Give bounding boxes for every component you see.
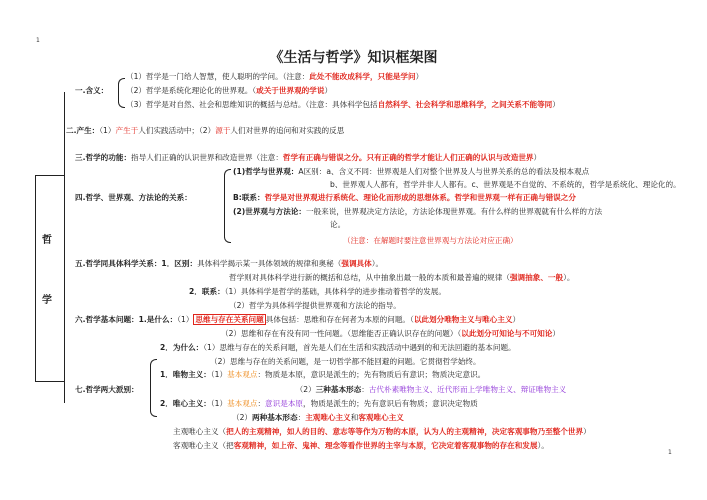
s5-link1: 2．联系：（1）具体科学是哲学的基础，具体科学的进步推动着哲学的发展。 — [189, 287, 446, 296]
s1-line3: （3）哲学是对自然、社会和思维知识的概括与总结。（注意：具体科学包括自然科学、社会科学和思维科学，之间关系不能等同） — [126, 100, 560, 109]
s6-why1: 2．为什么：（1）思维与存在的关系问题，首先是人们在生活和实践活动中遇到的和无法回避的基本问题。 — [160, 343, 516, 352]
s7-mat1: 1．唯物主义：（1）基本观点：物质是本原，意识是派生的；先有物质后有意识；物质决定意识。 — [160, 370, 486, 379]
s5-link2: （2）哲学为具体科学提供世界观和方法论的指导。 — [229, 301, 401, 310]
page-title: 《生活与哲学》知识框架图 — [269, 50, 438, 66]
sidebar-box — [35, 175, 65, 382]
sidebar-char-1: 哲 — [42, 235, 52, 246]
s7-ide1: 2．唯心主义：（1）基本观点：意识是本原，物质是派生的；先有意识后有物质；意识决定物质 — [160, 399, 478, 408]
s5-line1: 五.哲学同具体科学关系：1．区别：具体科学揭示某一具体领域的规律和奥秘（强调具体）。 — [75, 259, 384, 268]
page-mark-bottom: 1 — [668, 449, 672, 456]
s7-objective: 客观唯心主义（把客观精神，如上帝、鬼神、理念等看作世界的主宰与本原，它决定着客观事物的存在和发展）。 — [173, 441, 549, 450]
s7-ide2: （2）两种基本形态：主观唯心主义和客观唯心主义 — [232, 413, 404, 422]
s3-line: 三.哲学的功能：指导人们正确的认识世界和改造世界（注意：哲学有正确与错误之分。只有正确的哲学才能让人们正确的认识与改造世界） — [75, 153, 542, 162]
s2-line: 二.产生：（1）产生于人们实践活动中；（2）源于人们对世界的追问和对实践的反思 — [66, 126, 345, 135]
s6-why2: （2）思维与存在的关系问题，是一切哲学都不能回避的问题。它贯彻哲学始终。 — [210, 357, 481, 366]
sidebar-char-2: 学 — [42, 295, 52, 306]
s7-mat2: 七.哲学两大派别： （2）三种基本形态：古代朴素唯物主义、近代形而上学唯物主义、辩证唯物主义 — [75, 385, 567, 394]
bracket-s4 — [224, 169, 231, 243]
s1-line2: （2）哲学是系统化理论化的世界观。（或关于世界观的学说） — [126, 86, 333, 95]
page-mark-top: 1 — [36, 37, 40, 44]
s5-line2: 哲学则对具体科学进行新的概括和总结，从中抽象出最一般的本质和最普遍的规律（强调抽象、一般）。 — [229, 273, 575, 282]
s6-what1: 六.哲学基本问题：1.是什么：（1） 思维与存在关系问题 具体包括：思维和存在何者为本原的问题。（以此划分唯物主义与唯心主义） — [75, 315, 521, 324]
bracket-left-main — [64, 92, 75, 403]
s6-what2: （2）思维和存在有没有同一性问题。（思维能否正确认识存在的问题）（以此划分可知论与不可知论） — [221, 329, 560, 338]
s4-a-line2: b、世界观人人都有，哲学并非人人都有。c、世界观是不自觉的、不系统的，哲学是系统化、理论化的。 — [330, 180, 681, 189]
s4-note: （注意：在解题时要注意世界观与方法论对应正确） — [343, 236, 518, 245]
s4-m-line: (2)世界观与方法论：一般来说，世界观决定方法论，方法论体现世界观。有什么样的世界观就有什么样的方法 — [233, 207, 603, 216]
s1-label: 一.含义： — [75, 86, 109, 95]
s4-a-line1: (1)哲学与世界观：A区别：a、含义不同：世界观是人们对整个世界及人与世界关系的总的看法及根本观点 — [233, 167, 590, 176]
bracket-s1 — [118, 78, 125, 108]
s4-label: 四.哲学、世界观、方法论的关系： — [75, 193, 192, 202]
s4-b-line: B:联系：哲学是对世界观进行系统化、理论化而形成的思想体系。哲学和世界观一样有正确与错误之分 — [233, 193, 576, 202]
s4-m-line2: 论。 — [330, 220, 346, 229]
s1-line1: （1）哲学是一门给人智慧，使人聪明的学问。（注意：此处不能改成科学，只能是学问） — [126, 72, 424, 81]
s7-subjective: 主观唯心主义（把人的主观精神，如人的目的、意志等等作为万物的本原，认为人的主观精神，决定客观事物乃至整个世界） — [173, 427, 591, 436]
